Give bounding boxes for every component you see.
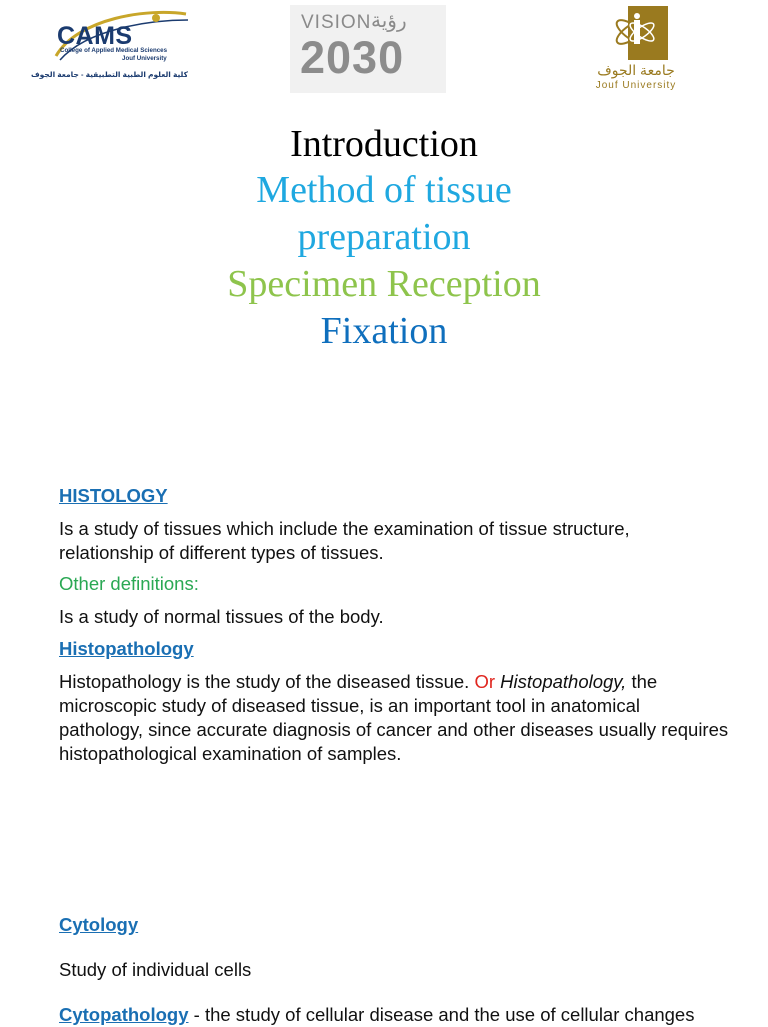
histology-heading[interactable]: HISTOLOGY <box>59 485 168 506</box>
histopathology-or: Or <box>474 671 501 692</box>
cams-subtitle-college: College of Applied Medical Sciences <box>60 47 168 54</box>
histopathology-text-end: the microscopic study of diseased tissue, is an important tool in anatomical pathology, since accurate diagnosis of cancer and other diseases usually requires histopathological examination of samples. <box>59 671 729 764</box>
jouf-name-ar: جامعة الجوف <box>597 62 675 78</box>
other-definitions-label: Other definitions: <box>59 573 199 594</box>
cytopathology-definition <box>59 1003 729 1027</box>
histopathology-text-start: Histopathology is the study of the diseased tissue. <box>59 671 475 692</box>
jouf-atom-emblem-icon <box>604 4 668 60</box>
jouf-name-en: Jouf University <box>595 80 677 91</box>
cytology-heading[interactable]: Cytology <box>59 914 139 935</box>
cytopathology-text: - the study of cellular disease and the use of cellular changes <box>188 1004 695 1025</box>
histopathology-definition <box>59 670 729 766</box>
title-introduction: Introduction <box>290 123 478 165</box>
title-fixation: Fixation <box>320 310 448 352</box>
title-method-line1: Method of tissue <box>256 169 512 211</box>
cams-arabic-name: كلية العلوم الطبية التطبيقية - جامعة الجوف <box>30 70 188 79</box>
histopathology-italic-term: Histopathology, <box>500 671 627 692</box>
normal-tissues-definition: Is a study of normal tissues of the body. <box>59 606 384 627</box>
histopathology-heading[interactable]: Histopathology <box>59 638 194 659</box>
cams-wordmark: CAMS <box>57 22 133 50</box>
vision-label-en: VISION <box>301 12 372 33</box>
vision-year: 2030 <box>300 32 405 83</box>
cams-subtitle-university: Jouf University <box>122 55 167 62</box>
cytology-definition: Study of individual cells <box>59 959 252 980</box>
vision-label-ar: رؤية <box>371 10 407 32</box>
title-method-line2: preparation <box>297 216 471 258</box>
title-specimen-reception: Specimen Reception <box>227 263 541 305</box>
cytopathology-heading[interactable]: Cytopathology <box>59 1004 189 1025</box>
histology-definition: Is a study of tissues which include the examination of tissue structure, relationship of different types of tissues. <box>59 518 630 563</box>
